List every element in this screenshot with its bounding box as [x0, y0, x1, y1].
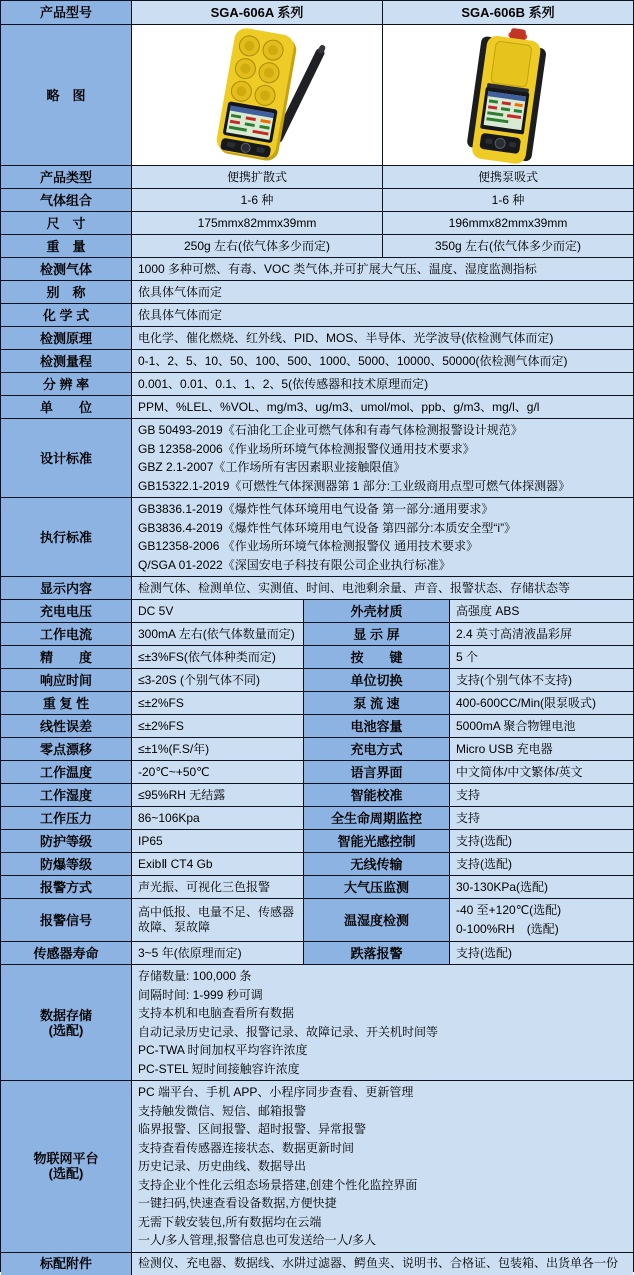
spec-row-execution-standards [1, 498, 633, 577]
feature-line: 自动记录历史记录、报警记录、故障记录、开关机时间等 [138, 1024, 439, 1039]
feature-line: 间隔时间: 1-999 秒可调 [138, 987, 263, 1002]
spec-row-dimensions [1, 212, 633, 235]
spec-row-weight [1, 235, 633, 258]
spec-row-alias [1, 281, 633, 304]
row-value: 依具体气体而定 [132, 304, 633, 326]
row-label [1, 965, 132, 1080]
row-label: 重 复 性 [1, 692, 132, 714]
row-label: 防爆等级 [1, 853, 132, 875]
row-label: 别 称 [1, 281, 132, 303]
row-label: 报警方式 [1, 876, 132, 898]
row-value: ExibⅡ CT4 Gb [132, 853, 304, 875]
spec-row-working-temperature [1, 761, 633, 784]
feature-line: 支持查看传感器连接状态、数据更新时间 [138, 1140, 355, 1155]
spec-row-detection-principle [1, 327, 633, 350]
row-value: 支持(选配) [450, 830, 633, 852]
header-product-model-label: 产品型号 [1, 1, 132, 24]
row-label: 尺 寸 [1, 212, 132, 234]
standard-line: GBZ 2.1-2007《工作场所有害因素职业接触限值》 [138, 460, 406, 474]
row-label: 检测气体 [1, 258, 132, 280]
standard-line: GB 12358-2006《作业场所环境气体检测报警仪通用技术要求》 [138, 441, 475, 456]
header-model-a: SGA-606A 系列 [132, 1, 383, 24]
row-label: 工作电流 [1, 623, 132, 645]
value-a: 175mmx82mmx39mm [132, 212, 383, 234]
row-value [132, 1081, 633, 1252]
feature-line: 支持触发微信、短信、邮箱报警 [138, 1103, 307, 1118]
row-label: 充电电压 [1, 600, 132, 622]
value-a: 250g 左右(依气体多少而定) [132, 235, 383, 257]
value-b: 350g 左右(依气体多少而定) [383, 235, 633, 257]
value-b: 196mmx82mmx39mm [383, 212, 633, 234]
row-label: 工作压力 [1, 807, 132, 829]
row-value: 高中低报、电量不足、传感器故障、泵故障 [132, 899, 304, 941]
feature-line: 支持企业个性化云组态场景搭建,创建个性化监控界面 [138, 1177, 418, 1192]
value-line: 0-100%RH (选配) [456, 922, 559, 936]
value-a: 1-6 种 [132, 189, 383, 211]
row-value: 30-130KPa(选配) [450, 876, 633, 898]
spec-row-working-pressure [1, 807, 633, 830]
feature-line: 存储数量: 100,000 条 [138, 969, 252, 983]
row-label: 工作温度 [1, 761, 132, 783]
row-label: 线性误差 [1, 715, 132, 737]
row-value: IP65 [132, 830, 304, 852]
row-label: 全生命周期监控 [304, 807, 450, 829]
row-label: 显示内容 [1, 577, 132, 599]
standard-line: GB12358-2006 《作业场所环境气体检测报警仪 通用技术要求》 [138, 539, 479, 553]
row-label: 标配附件 [1, 1253, 132, 1275]
row-value: ≤3-20S (个别气体不同) [132, 669, 304, 691]
spec-row-working-humidity [1, 784, 633, 807]
row-label: 单 位 [1, 396, 132, 418]
spec-row-charge-voltage [1, 600, 633, 623]
row-label: 智能校准 [304, 784, 450, 806]
row-value [132, 419, 633, 497]
spec-row-design-standards [1, 419, 633, 498]
row-value: 400-600CC/Min(限泵吸式) [450, 692, 633, 714]
spec-row-units [1, 396, 633, 419]
row-label: 单位切换 [304, 669, 450, 691]
row-value: 0.001、0.01、0.1、1、2、5(依传感器和技术原理而定) [132, 373, 633, 395]
row-value: 5000mA 聚合物锂电池 [450, 715, 633, 737]
spec-row-linearity-error [1, 715, 633, 738]
standard-line: GB3836.1-2019《爆炸性气体环境用电气设备 第一部分:通用要求》 [138, 502, 494, 516]
row-value: DC 5V [132, 600, 304, 622]
row-value: 支持 [450, 807, 633, 829]
row-label: 精 度 [1, 646, 132, 668]
spec-row-repeatability [1, 692, 633, 715]
row-label: 执行标准 [1, 498, 132, 576]
spec-row-standard-accessories [1, 1253, 633, 1275]
row-label: 化 学 式 [1, 304, 132, 326]
label-line: (选配) [48, 1166, 84, 1182]
spec-row-resolution [1, 373, 633, 396]
row-value: 0-1、2、5、10、50、100、500、1000、5000、10000、50000(依检测气体而定) [132, 350, 633, 372]
feature-line: PC-STEL 短时间接触容许浓度 [138, 1061, 300, 1076]
row-label: 电池容量 [304, 715, 450, 737]
row-label: 温湿度检测 [304, 899, 450, 941]
spec-row-data-storage [1, 965, 633, 1081]
spec-row-protection-rating [1, 830, 633, 853]
spec-row-chemical-formula [1, 304, 633, 327]
row-value: PPM、%LEL、%VOL、mg/m3、ug/m3、umol/mol、ppb、g/m3、mg/l、g/l [132, 396, 633, 418]
row-value: 86~106Kpa [132, 807, 304, 829]
spec-row-iot-platform [1, 1081, 633, 1253]
header-model-b: SGA-606B 系列 [383, 1, 633, 24]
row-value: 依具体气体而定 [132, 281, 633, 303]
spec-row-product-type [1, 166, 633, 189]
spec-row-working-current [1, 623, 633, 646]
row-value: ≤95%RH 无结露 [132, 784, 304, 806]
row-label: 响应时间 [1, 669, 132, 691]
feature-line: 无需下载安装包,所有数据均在云端 [138, 1214, 322, 1229]
row-label: 防护等级 [1, 830, 132, 852]
row-value: 声光振、可视化三色报警 [132, 876, 304, 898]
feature-line: 临界报警、区间报警、超时报警、异常报警 [138, 1122, 367, 1136]
feature-line: 历史记录、历史曲线、数据导出 [138, 1159, 307, 1173]
spec-row-display-content [1, 577, 633, 600]
spec-row-response-time [1, 669, 633, 692]
row-value: 检测仪、充电器、数据线、水阱过滤器、鳄鱼夹、说明书、合格证、包装箱、出货单各一份 [132, 1253, 633, 1275]
standard-line: GB3836.4-2019《爆炸性气体环境用电气设备 第四部分:本质安全型“i”》 [138, 520, 517, 535]
row-label: 按 键 [304, 646, 450, 668]
row-value: 2.4 英寸高清液晶彩屏 [450, 623, 633, 645]
row-label: 报警信号 [1, 899, 132, 941]
row-label: 无线传输 [304, 853, 450, 875]
row-label: 气体组合 [1, 189, 132, 211]
row-value: 支持 [450, 784, 633, 806]
row-value: 5 个 [450, 646, 633, 668]
row-value: 支持(选配) [450, 942, 633, 964]
row-value: 3~5 年(依原理而定) [132, 942, 304, 964]
row-label: 语言界面 [304, 761, 450, 783]
spec-row-alarm-mode [1, 876, 633, 899]
standard-line: GB15322.1-2019《可燃性气体探测器第 1 部分:工业级商用点型可燃气体探测器》 [138, 478, 571, 493]
label-line: 数据存储 [39, 1007, 92, 1023]
spec-row-sensor-life [1, 942, 633, 965]
row-label: 泵 流 速 [304, 692, 450, 714]
row-label: 检测量程 [1, 350, 132, 372]
row-label: 充电方式 [304, 738, 450, 760]
row-value: ≤±3%FS(依气体种类而定) [132, 646, 304, 668]
row-label: 大气压监测 [304, 876, 450, 898]
spec-row-gas-combination [1, 189, 633, 212]
row-label: 检测原理 [1, 327, 132, 349]
row-label: 显 示 屏 [304, 623, 450, 645]
spec-row-alarm-signal [1, 899, 633, 942]
standard-line: Q/SGA 01-2022《深国安电子科技有限公司企业执行标准》 [138, 557, 451, 572]
row-value: 电化学、催化燃烧、红外线、PID、MOS、半导体、光学波导(依检测气体而定) [132, 327, 633, 349]
row-label: 跌落报警 [304, 942, 450, 964]
row-value: 中文简体/中文繁体/英文 [450, 761, 633, 783]
row-value: ≤±2%FS [132, 715, 304, 737]
row-value: 检测气体、检测单位、实测值、时间、电池剩余量、声音、报警状态、存储状态等 [132, 577, 633, 599]
feature-line: 一键扫码,快速查看设备数据,方便快捷 [138, 1196, 337, 1210]
spec-row-detection-range [1, 350, 633, 373]
row-value [450, 899, 633, 941]
sketch-row [1, 25, 633, 166]
label-line: 物联网平台 [33, 1151, 99, 1167]
value-b: 1-6 种 [383, 189, 633, 211]
row-label: 工作湿度 [1, 784, 132, 806]
row-value: 高强度 ABS [450, 600, 633, 622]
sketch-label: 略 图 [1, 25, 132, 165]
feature-line: PC-TWA 时间加权平均容许浓度 [138, 1043, 308, 1057]
row-label: 重 量 [1, 235, 132, 257]
value-line: -40 至+120℃(选配) [456, 903, 562, 917]
device-a-image-cell [132, 25, 383, 165]
row-value: 支持(个别气体不支持) [450, 669, 633, 691]
row-value: 300mA 左右(依气体数量而定) [132, 623, 304, 645]
spec-row-explosion-proof-rating [1, 853, 633, 876]
row-label: 设计标准 [1, 419, 132, 497]
row-label: 产品类型 [1, 166, 132, 188]
row-label: 传感器寿命 [1, 942, 132, 964]
feature-line: PC 端平台、手机 APP、小程序同步查看、更新管理 [138, 1085, 414, 1099]
spec-row-zero-drift [1, 738, 633, 761]
row-label [1, 1081, 132, 1252]
standard-line: GB 50493-2019《石油化工企业可燃气体和有毒气体检测报警设计规范》 [138, 423, 523, 437]
row-value: 支持(选配) [450, 853, 633, 875]
device-b-image-cell [383, 25, 633, 165]
row-value: ≤±1%(F.S/年) [132, 738, 304, 760]
row-value: Micro USB 充电器 [450, 738, 633, 760]
table-header-row [1, 1, 633, 25]
gas-detector-diffusion-image [137, 26, 377, 164]
feature-line: 一人/多人管理,报警信息也可发送给一人/多人 [138, 1233, 377, 1247]
feature-line: 支持本机和电脑查看所有数据 [138, 1006, 295, 1020]
row-label: 分 辨 率 [1, 373, 132, 395]
spec-row-detected-gases [1, 258, 633, 281]
row-value: 1000 多种可燃、有毒、VOC 类气体,并可扩展大气压、温度、湿度监测指标 [132, 258, 633, 280]
gas-detector-pump-image [388, 26, 628, 164]
row-label: 零点漂移 [1, 738, 132, 760]
row-value [132, 965, 633, 1080]
row-label: 外壳材质 [304, 600, 450, 622]
row-value: -20℃~+50℃ [132, 761, 304, 783]
value-a: 便携扩散式 [132, 166, 383, 188]
row-label: 智能光感控制 [304, 830, 450, 852]
row-value [132, 498, 633, 576]
spec-row-accuracy [1, 646, 633, 669]
row-value: ≤±2%FS [132, 692, 304, 714]
value-b: 便携泵吸式 [383, 166, 633, 188]
label-line: (选配) [48, 1022, 84, 1038]
